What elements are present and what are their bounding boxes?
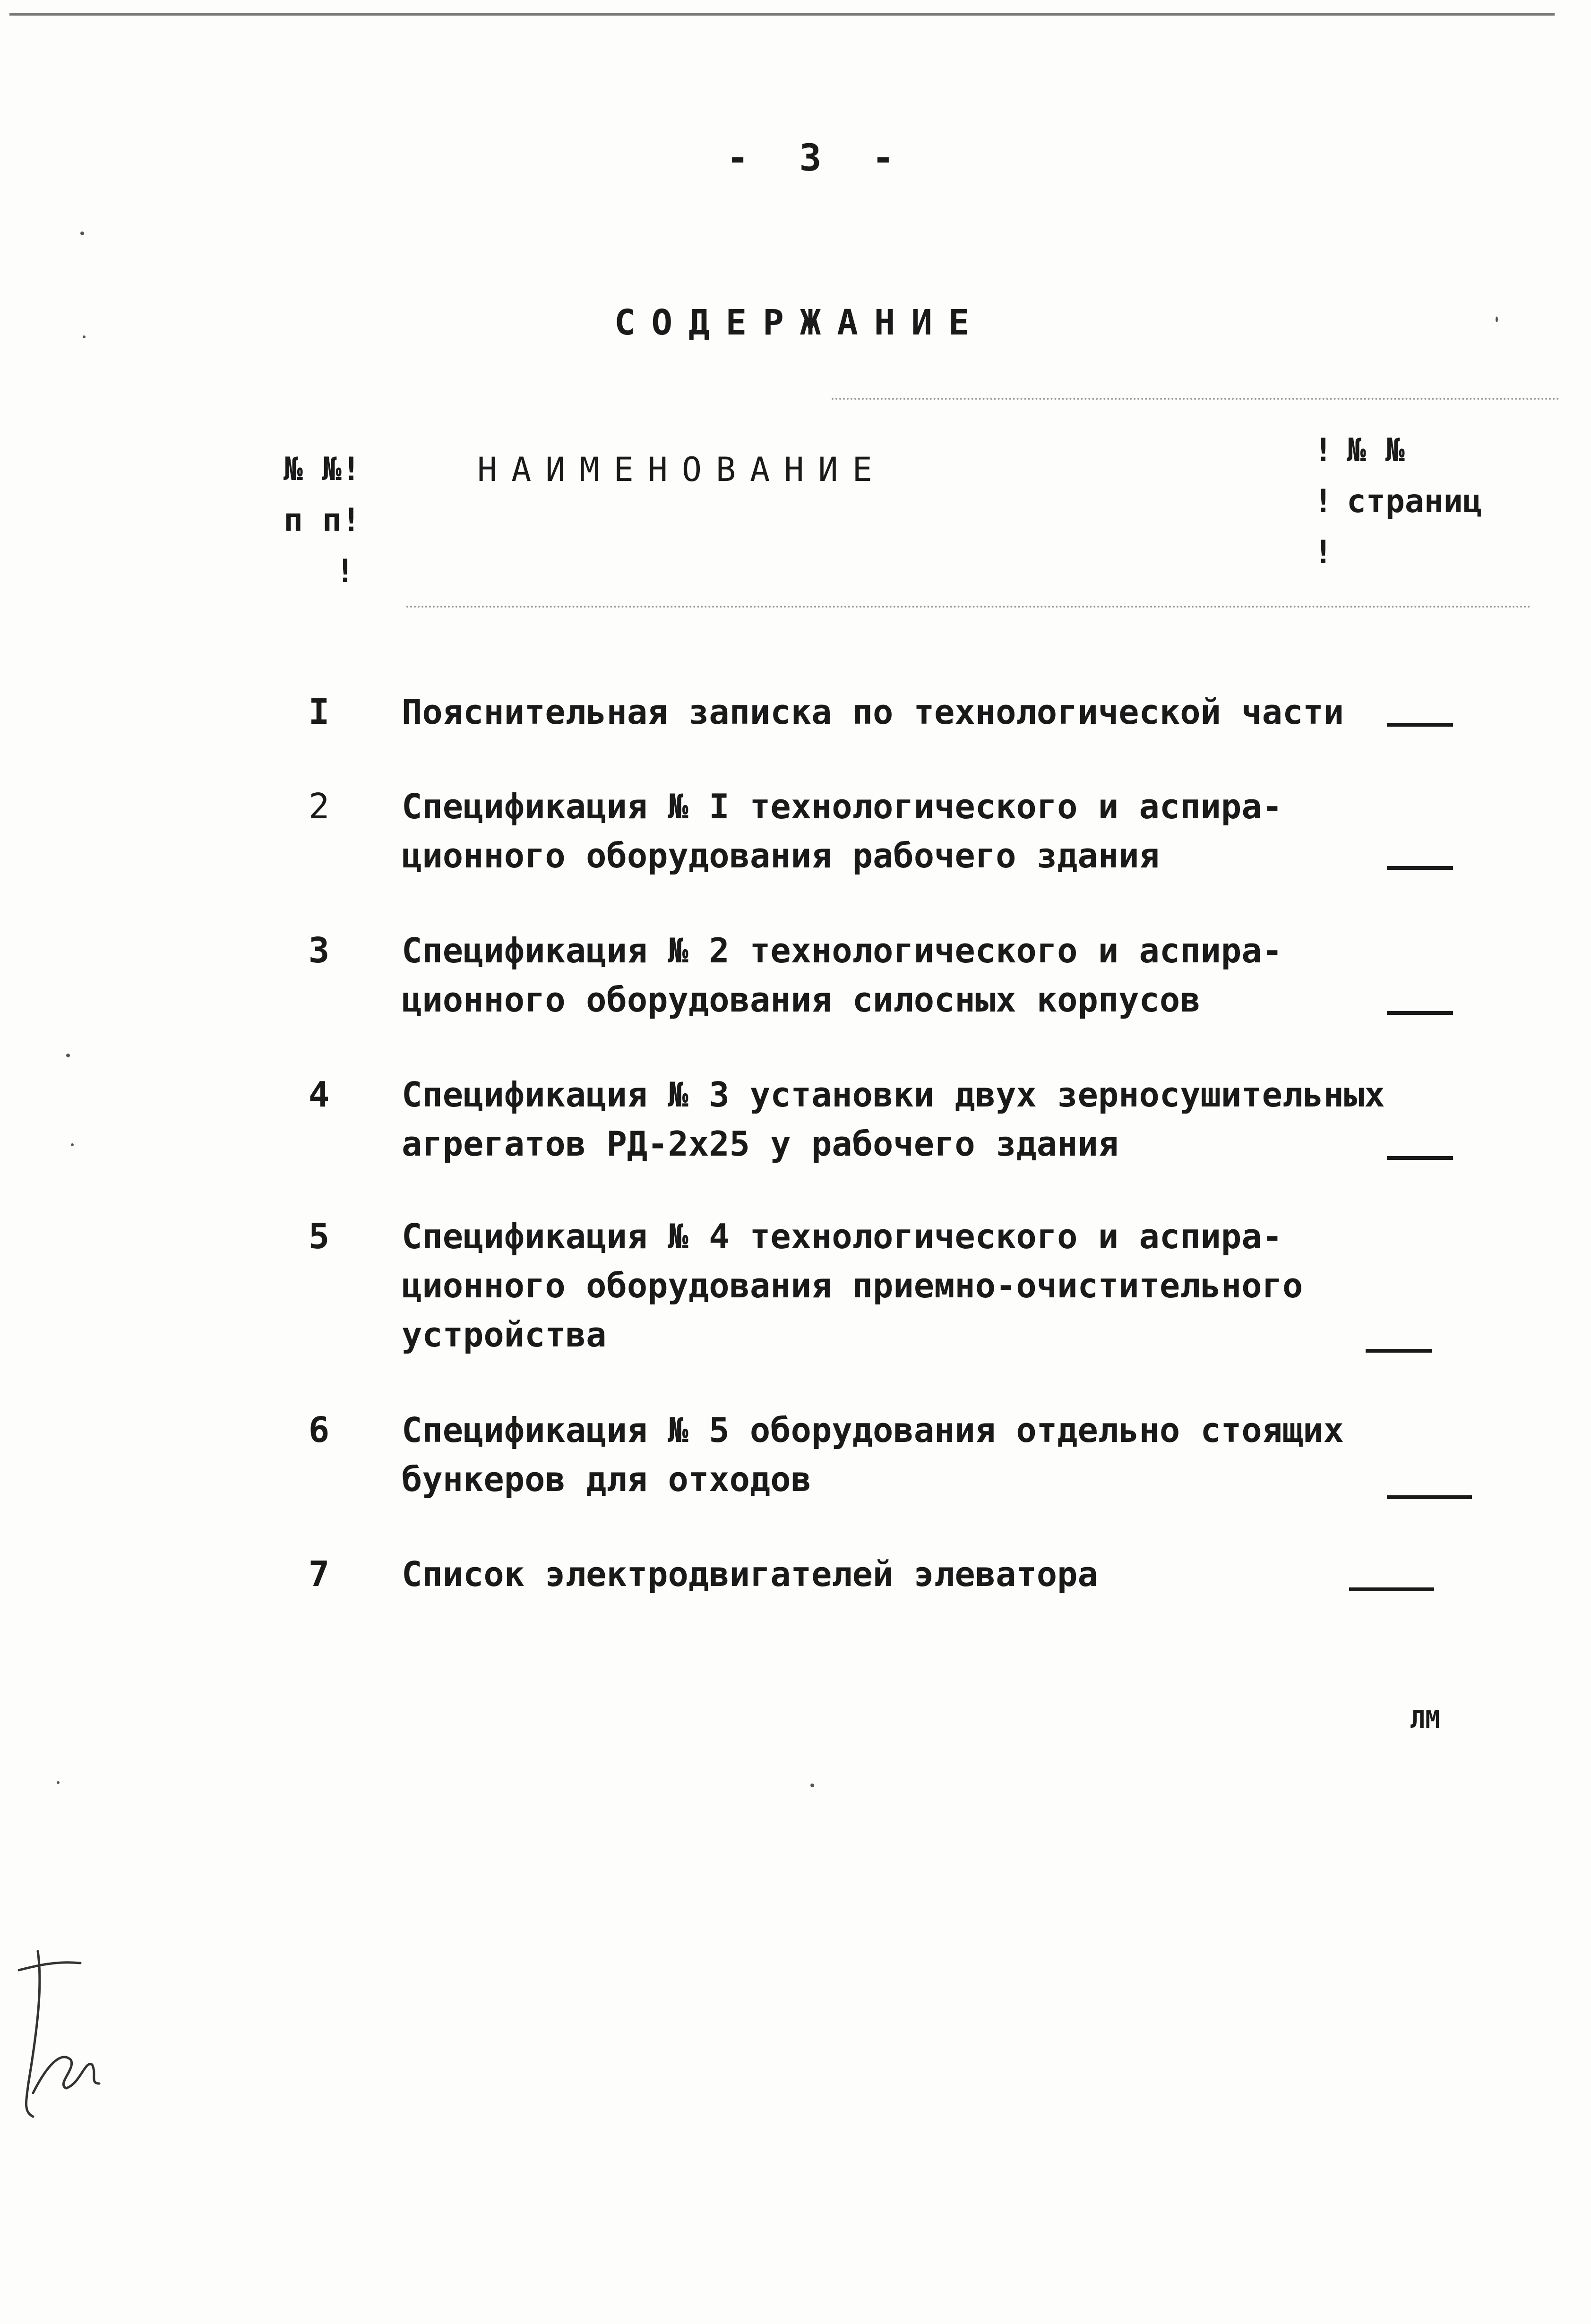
row-title-line: ционного оборудования приемно-очистительного: [402, 1266, 1303, 1305]
row-title-line: Спецификация № 4 технологического и аспира-: [402, 1217, 1282, 1256]
page-number-blank: [1366, 1349, 1432, 1353]
header-bar-1: !: [1314, 432, 1333, 469]
row-title: [402, 1070, 1385, 1168]
row-title-line: Пояснительная записка по технологической части: [402, 692, 1344, 732]
page-number: - 3 -: [726, 137, 909, 180]
header-name-column: НАИМЕНОВАНИЕ: [477, 450, 886, 489]
header-pages-line-2: страниц: [1347, 483, 1482, 520]
handwritten-signature: [9, 1942, 104, 2121]
row-title-line: Спецификация № 3 установки двух зерносушительных: [402, 1075, 1385, 1115]
header-number-line-1: № №!: [284, 451, 361, 488]
row-title-line: ционного оборудования рабочего здания: [402, 836, 1160, 875]
row-title-line: Спецификация № 5 оборудования отдельно стоящих: [402, 1410, 1344, 1450]
page-number-blank: [1387, 866, 1453, 870]
row-title-line: агрегатов РД-2х25 у рабочего здания: [402, 1124, 1119, 1164]
page-number-blank: [1387, 723, 1453, 727]
paper-speck: [66, 1054, 70, 1057]
paper-speck: [57, 1781, 60, 1784]
row-number: 3: [308, 930, 330, 971]
row-title-line: бункеров для отходов: [402, 1459, 811, 1499]
row-number: 2: [308, 786, 330, 827]
row-title: [402, 1550, 1342, 1599]
document-title: СОДЕРЖАНИЕ: [614, 302, 986, 343]
row-title: [402, 1212, 1342, 1359]
row-title: [402, 926, 1342, 1024]
page-number-blank: [1387, 1011, 1453, 1015]
row-number: 4: [308, 1074, 330, 1115]
row-number: 6: [308, 1410, 330, 1450]
row-title: [402, 687, 1342, 737]
header-number-line-3: !: [335, 553, 355, 590]
row-title: [402, 782, 1342, 880]
paper-speck: [810, 1784, 814, 1787]
page-number-blank: [1387, 1495, 1472, 1499]
stamp-mark: ЛМ: [1410, 1706, 1440, 1734]
header-pages-line-1: № №: [1347, 432, 1405, 469]
page-number-blank: [1349, 1587, 1434, 1591]
paper-speck: [71, 1143, 74, 1146]
header-number-line-2: п п!: [284, 502, 361, 539]
row-number: 5: [308, 1216, 330, 1257]
paper-speck: [80, 232, 84, 235]
row-title: [402, 1406, 1342, 1504]
row-number: 7: [308, 1554, 330, 1595]
row-title-line: ционного оборудования силосных корпусов: [402, 980, 1201, 1020]
header-bar-2: !: [1314, 483, 1333, 520]
row-title-line: Список электродвигателей элеватора: [402, 1554, 1098, 1594]
paper-speck: [1496, 317, 1498, 322]
row-title-line: Спецификация № 2 технологического и аспира-: [402, 931, 1282, 970]
row-title-line: устройства: [402, 1315, 607, 1355]
row-title-line: Спецификация № I технологического и аспира-: [402, 787, 1282, 826]
row-number: I: [308, 692, 330, 732]
paper-speck: [83, 335, 86, 338]
page-number-blank: [1387, 1156, 1453, 1160]
header-bar-3: !: [1314, 534, 1333, 571]
